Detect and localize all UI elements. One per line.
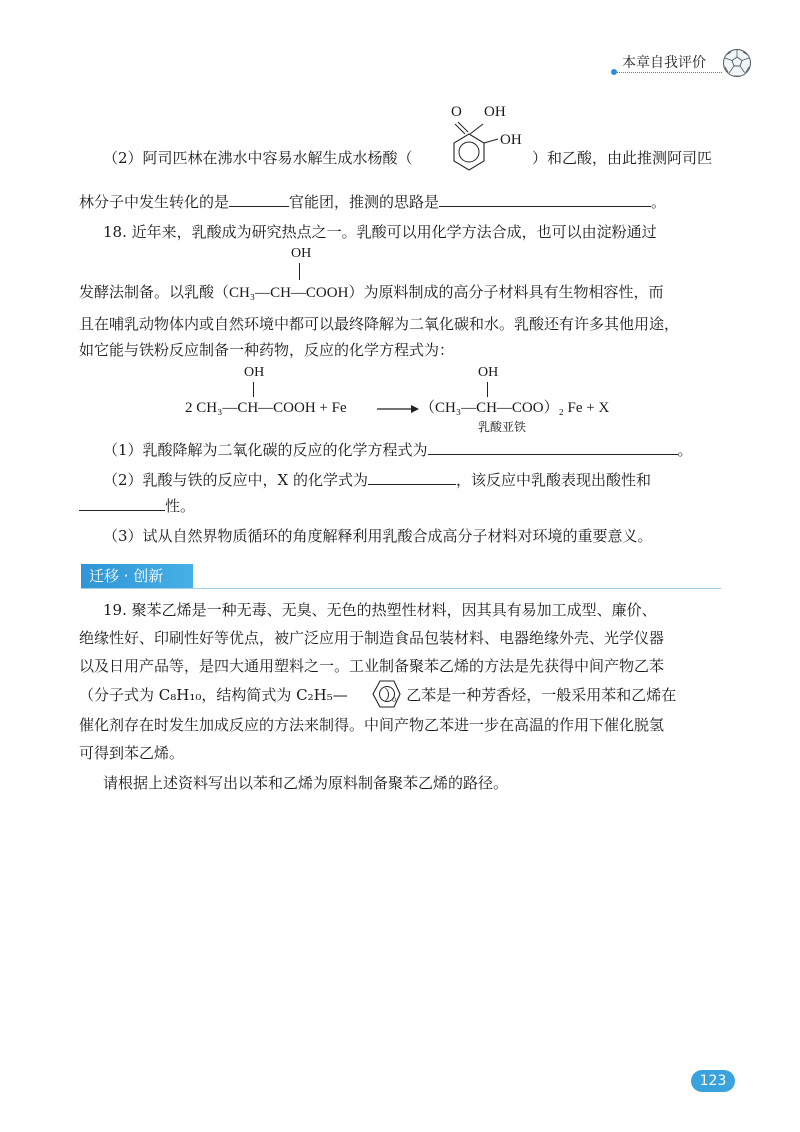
lactic-oh-bond: [299, 263, 300, 280]
q19-para-line6: 可得到苯乙烯。: [79, 744, 185, 762]
fullerene-icon: [722, 48, 752, 78]
q17-2-line1-b: ）和乙酸，由此推测阿司匹: [532, 149, 713, 167]
q18-sub2: [103, 470, 651, 490]
equation-reactants: 2 CH₃—CH—COOH + Fe: [185, 400, 347, 416]
q17-2-line2-a: 林分子中发生转化的是: [79, 193, 230, 211]
q19-para-line4-b: ）。乙苯是一种芳香烃，一般采用苯和乙烯在: [383, 686, 677, 704]
q18-sub2-cont: [79, 496, 195, 516]
q18-sub1: [103, 440, 693, 460]
functional-group-blank[interactable]: [229, 192, 289, 207]
q19-para-line1: 19. 聚苯乙烯是一种无毒、无臭、无色的热塑性材料，因其具有易加工成型、廉价、: [103, 601, 657, 619]
benzene-ring-icon: [363, 677, 401, 711]
salicylic-O-label: O: [451, 104, 462, 120]
q19-question: 请根据上述资料写出以苯和乙烯为原料制备聚苯乙烯的路径。: [103, 774, 509, 792]
q18-sub2-c: 性。: [165, 497, 196, 515]
q18-sub1-text: （1）乳酸降解为二氧化碳的反应的化学方程式为: [103, 441, 428, 459]
q18-sub2-b: ，该反应中乳酸表现出酸性和: [456, 471, 652, 489]
q18-intro-line1: 18. 近年来，乳酸成为研究热点之一。乳酸可以用化学方法合成，也可以由淀粉通过: [103, 223, 657, 241]
salicylic-acid-ring: [440, 110, 510, 180]
eq-left-oh-label: OH: [244, 365, 265, 380]
equation-products: （CH₃—CH—COO）₂ Fe + X: [420, 400, 610, 416]
q18-intro-line3: 且在哺乳动物体内或自然环境中都可以最终降解为二氧化碳和水。乳酸还有许多其他用途，: [79, 315, 680, 333]
q19-para-line4-a: （分子式为 C₈H₁₀，结构简式为 C₂H₅—: [79, 686, 348, 704]
eq-right-oh-bond: [487, 382, 488, 397]
q19-para-line3: 以及日用产品等，是四大通用塑料之一。工业制备聚苯乙烯的方法是先获得中间产物乙苯: [79, 657, 665, 675]
salicylic-OH-side-label: OH: [500, 132, 522, 148]
q17-2-line1-a: （2）阿司匹林在沸水中容易水解生成水杨酸（: [103, 149, 413, 167]
reasoning-blank[interactable]: [439, 192, 651, 207]
reaction-arrow-icon: [376, 403, 420, 415]
q18-sub2-a: （2）乳酸与铁的反应中，X 的化学式为: [103, 471, 368, 489]
salicylic-OH-top-label: OH: [484, 104, 506, 120]
lactic-acid-formula: CH₃—CH—COOH: [229, 285, 349, 301]
eq-right-oh-label: OH: [478, 365, 499, 380]
lactic-property-blank[interactable]: [79, 496, 165, 511]
q19-para-line2: 绝缘性好、印刷性好等优点，被广泛应用于制造食品包装材料、电器绝缘外壳、光学仪器: [79, 629, 665, 647]
q17-2-line2-end: 。: [651, 193, 667, 211]
product-name-label: 乳酸亚铁: [478, 420, 527, 434]
section-tag-transfer-innovation: 迁移 · 创新: [81, 564, 193, 588]
x-formula-blank[interactable]: [368, 470, 456, 485]
q18-intro-line2-a: 发酵法制备。以乳酸（: [79, 283, 230, 301]
header-rule: [614, 72, 722, 73]
page-number: 123: [691, 1070, 735, 1092]
q18-intro-line2: [79, 282, 663, 303]
lactic-oh-label: OH: [291, 246, 312, 261]
q18-intro-line4: 如它能与铁粉反应制备一种药物，反应的化学方程式为：: [79, 341, 455, 359]
degradation-equation-blank[interactable]: [428, 440, 678, 455]
q18-sub1-end: 。: [677, 441, 693, 459]
chapter-header-title: 本章自我评价: [622, 55, 706, 71]
q18-intro-line2-b: ）为原料制成的高分子材料具有生物相容性，而: [348, 283, 664, 301]
q17-2-line2-b: 官能团，推测的思路是: [289, 193, 440, 211]
q17-2-line2: [79, 192, 666, 212]
eq-left-oh-bond: [253, 382, 254, 397]
q19-para-line5: 催化剂存在时发生加成反应的方法来制得。中间产物乙苯进一步在高温的作用下催化脱氢: [79, 716, 665, 734]
section-rule: [81, 588, 721, 589]
q18-sub3: （3）试从自然界物质循环的角度解释利用乳酸合成高分子材料对环境的重要意义。: [103, 527, 653, 545]
